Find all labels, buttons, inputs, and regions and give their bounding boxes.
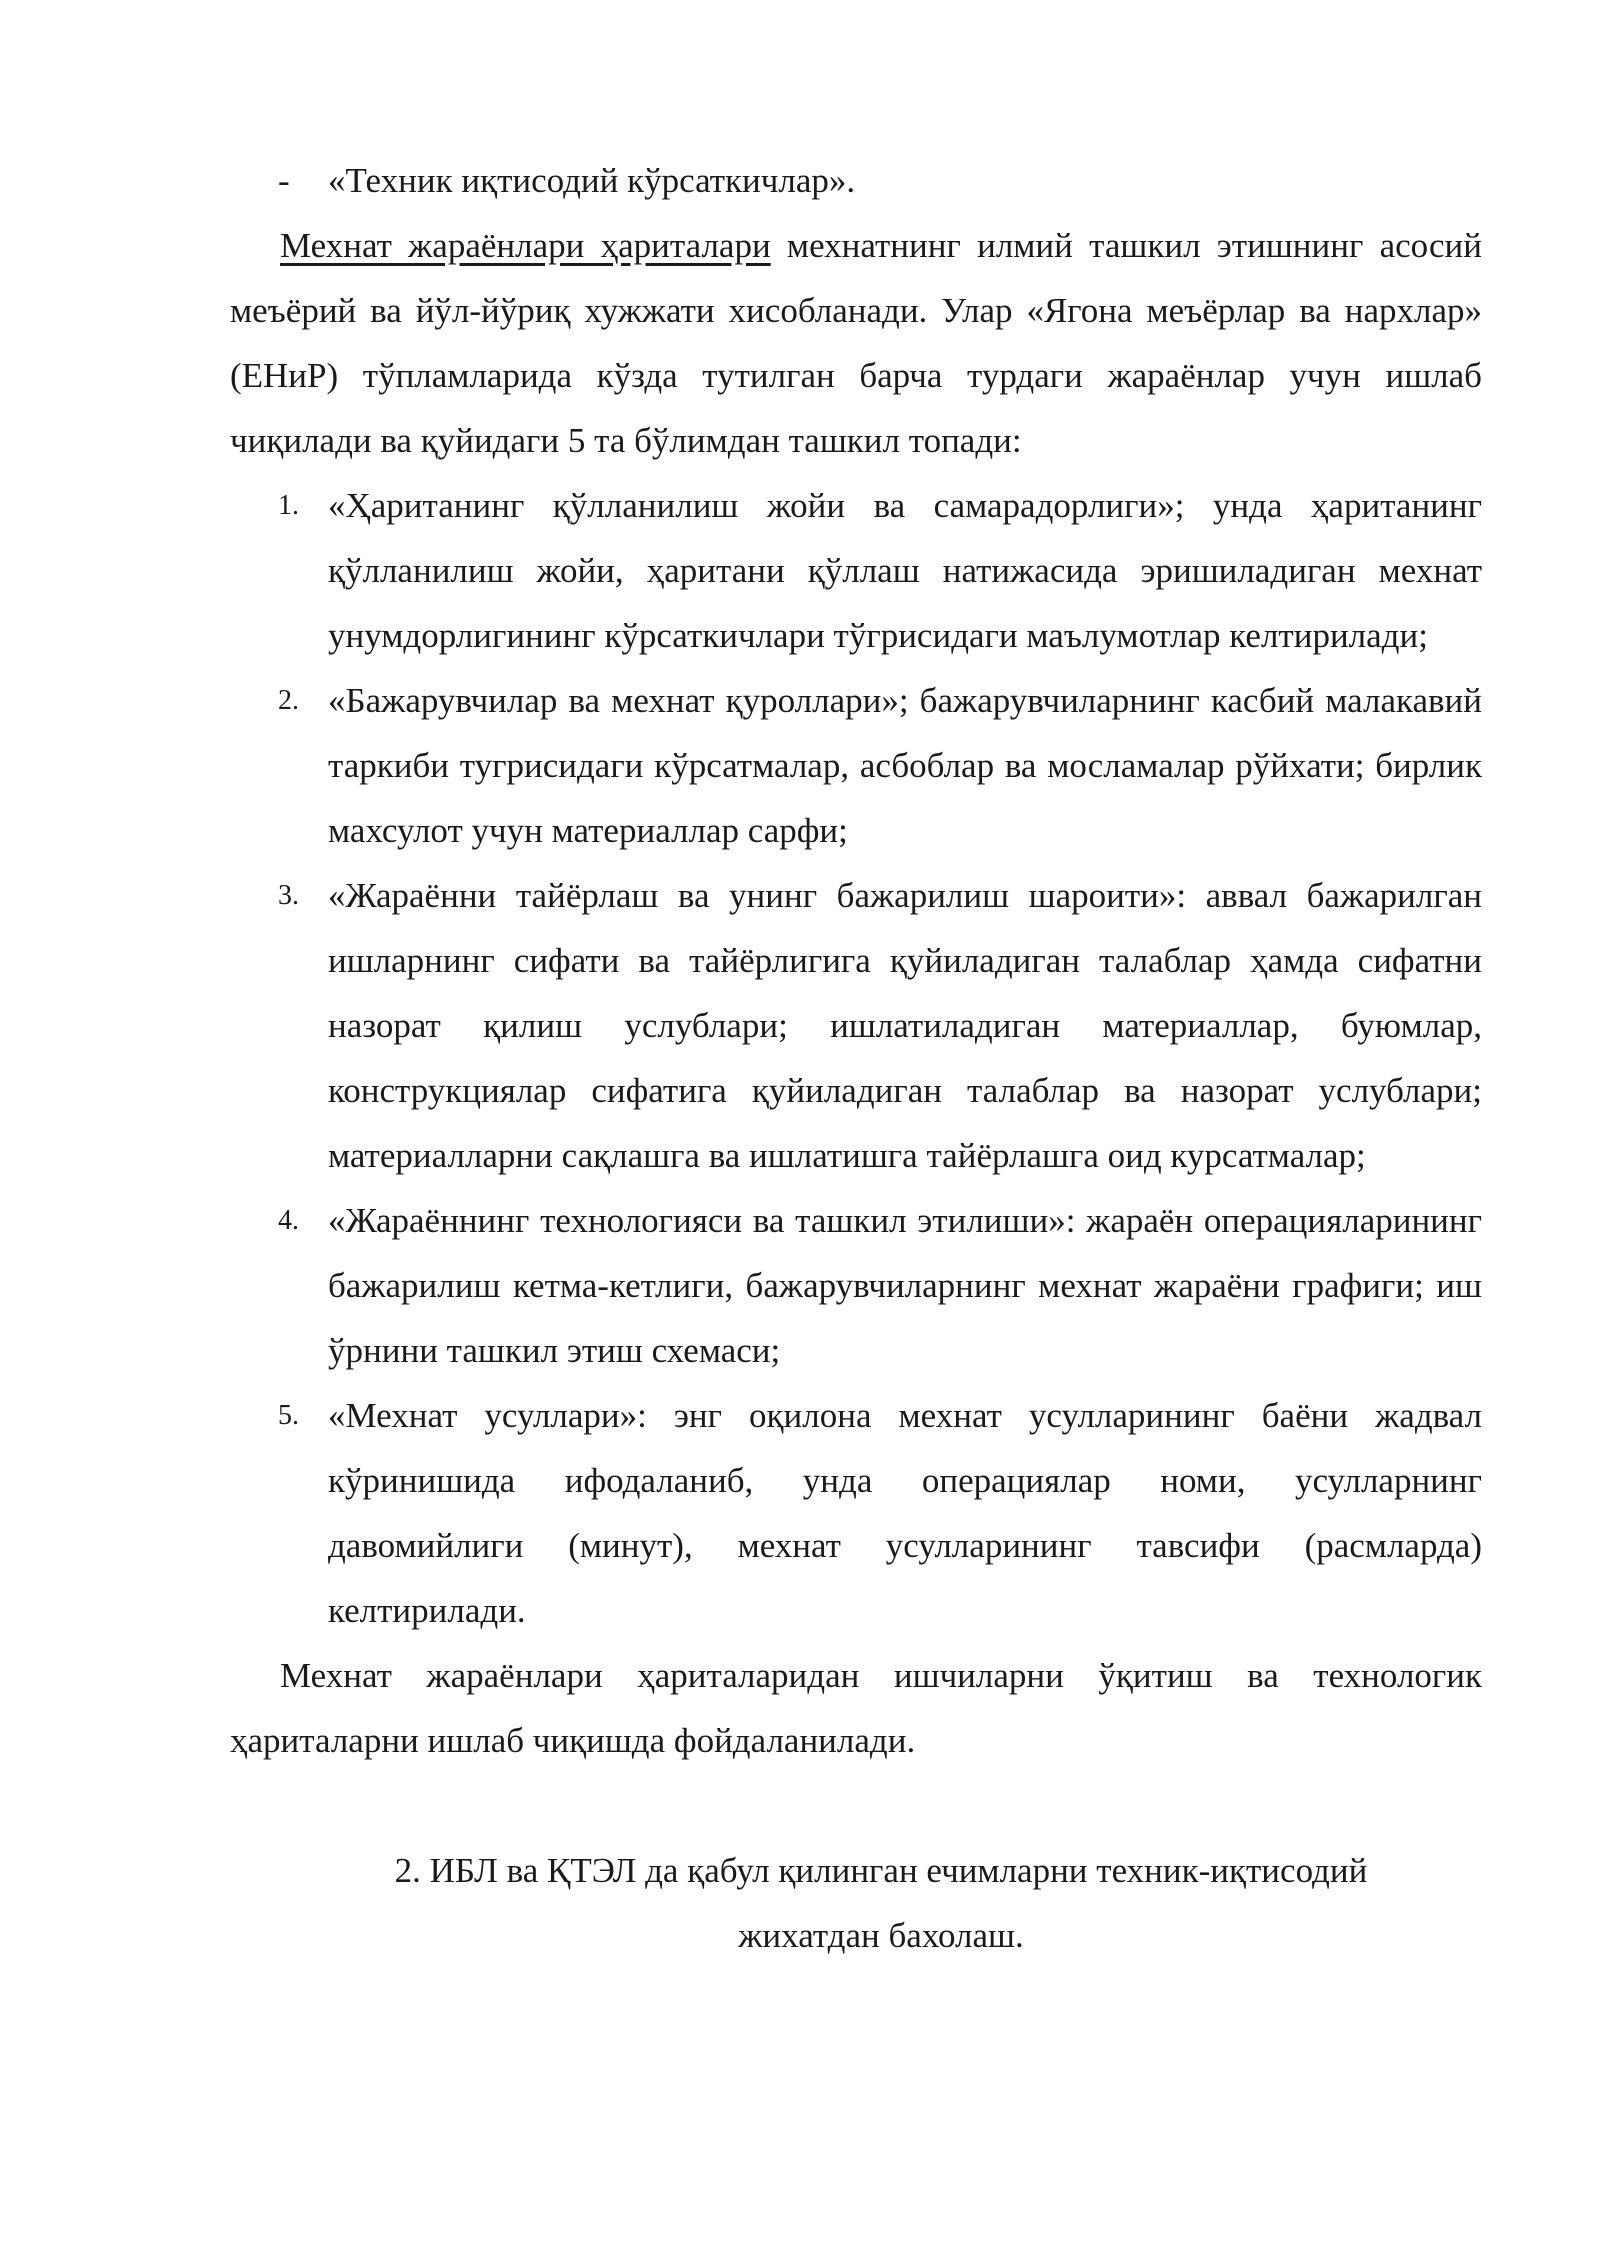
dash-item-text: «Техник иқтисодий кўрсаткичлар». bbox=[328, 161, 856, 200]
numbered-list bbox=[230, 473, 1482, 1643]
section-heading-line-1: 2. ИБЛ ва ҚТЭЛ да қабул қилинган ечимларни техник-иқтисодий bbox=[394, 1851, 1368, 1890]
intro-paragraph bbox=[230, 213, 1482, 473]
list-item-number: 1. bbox=[278, 490, 299, 521]
underlined-term: Мехнат жараёнлари ҳариталари bbox=[280, 226, 771, 265]
list-item-text: «Жараённи тайёрлаш ва унинг бажарилиш шароити»: аввал бажарилган ишларнинг сифати ва тайёрлигига қуйиладиган талаблар ҳамда сифатни назорат қилиш услублари; ишлатиладиган материаллар, буюмлар, конструкциялар сифатига қуйиладиган талаблар ва назорат услублари; материалларни сақлашга ва ишлатишга тайёрлашга оид курсатмалар; bbox=[328, 876, 1482, 1175]
document-body bbox=[230, 148, 1482, 1968]
list-item-text: «Мехнат усуллари»: энг оқилона мехнат усулларининг баёни жадвал кўринишида ифодаланиб, унда операциялар номи, усулларнинг давомийлиги (минут), мехнат усулларининг тавсифи (расмларда) келтирилади. bbox=[328, 1396, 1482, 1630]
list-item-number: 5. bbox=[278, 1400, 299, 1431]
list-item bbox=[230, 668, 1482, 863]
closing-paragraph: Мехнат жараёнлари ҳариталаридан ишчиларни ўқитиш ва технологик ҳариталарни ишлаб чиқишда фойдаланилади. bbox=[230, 1656, 1482, 1760]
section-heading-line-2: жихатдан бахолаш. bbox=[738, 1916, 1024, 1955]
list-item-number: 2. bbox=[278, 685, 299, 716]
list-item bbox=[230, 863, 1482, 1188]
list-item-text: «Жараённинг технологияси ва ташкил этилиши»: жараён операцияларининг бажарилиш кетма-кетлиги, бажарувчиларнинг мехнат жараёни графиги; иш ўрнини ташкил этиш схемаси; bbox=[328, 1201, 1482, 1370]
dash-marker: - bbox=[278, 161, 290, 200]
list-item-text: «Ҳаританинг қўлланилиш жойи ва самарадорлиги»; унда ҳаританинг қўлланилиш жойи, ҳаритани қўллаш натижасида эришиладиган мехнат унумдорлигининг кўрсаткичлари тўгрисидаги маълумотлар келтирилади; bbox=[328, 486, 1482, 655]
list-item bbox=[230, 1188, 1482, 1383]
list-item-text: «Бажарувчилар ва мехнат қуроллари»; бажарувчиларнинг касбий малакавий таркиби тугрисидаги кўрсатмалар, асбоблар ва мосламалар рўйхати; бирлик махсулот учун материаллар сарфи; bbox=[328, 681, 1482, 850]
intro-paragraph-text: мехнатнинг илмий ташкил этишнинг асосий меъёрий ва йўл-йўриқ хужжати хисобланади. Улар «Ягона меъёрлар ва нархлар» (ЕНиР) тўпламларида кўзда тутилган барча турдаги жараёнлар учун ишлаб чиқилади ва қуйидаги 5 та бўлимдан ташкил топади: bbox=[230, 226, 1483, 460]
section-heading bbox=[230, 1838, 1482, 1968]
dash-list-item bbox=[230, 148, 1482, 213]
list-item bbox=[230, 473, 1482, 668]
list-item-number: 4. bbox=[278, 1205, 299, 1236]
list-item bbox=[230, 1383, 1482, 1643]
list-item-number: 3. bbox=[278, 880, 299, 911]
